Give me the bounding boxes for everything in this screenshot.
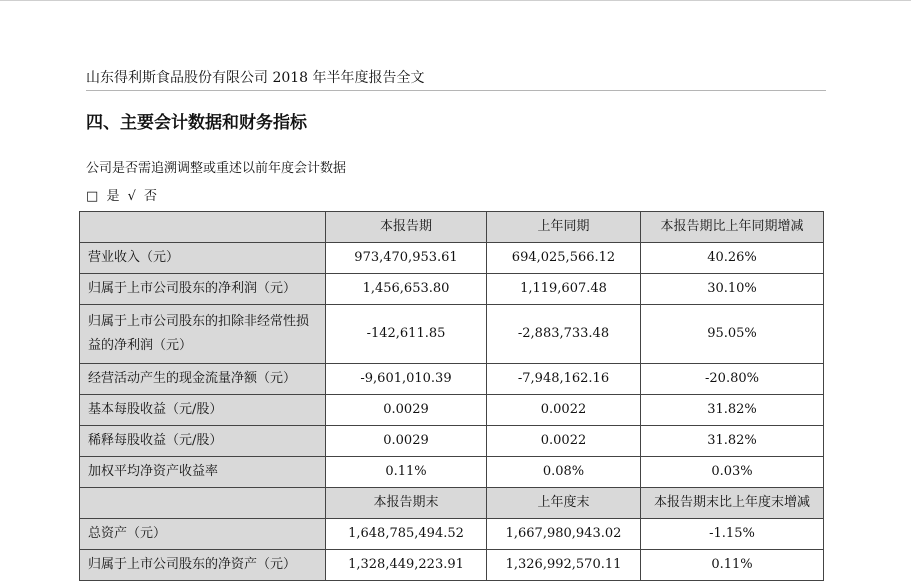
- table-row: [80, 364, 824, 395]
- yes-label: 是: [106, 189, 120, 204]
- prior-value: 0.0022: [487, 395, 641, 426]
- prior-value: -7,948,162.16: [487, 364, 641, 395]
- yes-checkbox: □: [86, 189, 99, 204]
- row-label: 加权平均净资产收益率: [80, 457, 326, 488]
- prior-value: 0.08%: [487, 457, 641, 488]
- restatement-question: 公司是否需追溯调整或重述以前年度会计数据: [86, 161, 347, 176]
- current-value: 973,470,953.61: [326, 243, 487, 274]
- prior-value: 1,326,992,570.11: [487, 550, 641, 581]
- header-change: 本报告期比上年同期增减: [641, 212, 824, 243]
- current-value: -9,601,010.39: [326, 364, 487, 395]
- row-label: 稀释每股收益（元/股）: [80, 426, 326, 457]
- page-top-edge: [0, 0, 911, 5]
- table-row: [80, 426, 824, 457]
- table-row: [80, 457, 824, 488]
- prior-value: 0.0022: [487, 426, 641, 457]
- current-value: 0.0029: [326, 426, 487, 457]
- change-value: 40.26%: [641, 243, 824, 274]
- header-prior-period: 上年同期: [487, 212, 641, 243]
- current-value: 1,328,449,223.91: [326, 550, 487, 581]
- prior-value: 1,119,607.48: [487, 274, 641, 305]
- table-row: [80, 274, 824, 305]
- row-label: 经营活动产生的现金流量净额（元）: [80, 364, 326, 395]
- row-label: 营业收入（元）: [80, 243, 326, 274]
- change-value: 95.05%: [641, 305, 824, 364]
- table-subheader-row: [80, 488, 824, 519]
- subheader-blank-cell: [80, 488, 326, 519]
- table-row: [80, 305, 824, 364]
- header-change-period-end: 本报告期末比上年度末增减: [641, 488, 824, 519]
- table-row: [80, 550, 824, 581]
- section-title: 四、主要会计数据和财务指标: [86, 113, 307, 133]
- prior-value: 694,025,566.12: [487, 243, 641, 274]
- row-label: 归属于上市公司股东的扣除非经常性损益的净利润（元）: [80, 305, 326, 364]
- change-value: -20.80%: [641, 364, 824, 395]
- change-value: 0.11%: [641, 550, 824, 581]
- table-header-row: [80, 212, 824, 243]
- current-value: 0.11%: [326, 457, 487, 488]
- restatement-options: [86, 186, 161, 208]
- financial-indicators-table: [79, 211, 824, 581]
- no-checkmark: √: [127, 189, 136, 204]
- document-header: 山东得利斯食品股份有限公司 2018 年半年度报告全文: [86, 66, 826, 91]
- row-label: 归属于上市公司股东的净资产（元）: [80, 550, 326, 581]
- current-value: 0.0029: [326, 395, 487, 426]
- table-row: [80, 519, 824, 550]
- current-value: 1,456,653.80: [326, 274, 487, 305]
- current-value: 1,648,785,494.52: [326, 519, 487, 550]
- current-value: -142,611.85: [326, 305, 487, 364]
- change-value: 0.03%: [641, 457, 824, 488]
- header-period-end: 本报告期末: [326, 488, 487, 519]
- header-current-period: 本报告期: [326, 212, 487, 243]
- row-label: 归属于上市公司股东的净利润（元）: [80, 274, 326, 305]
- no-label: 否: [144, 189, 158, 204]
- change-value: 30.10%: [641, 274, 824, 305]
- change-value: 31.82%: [641, 426, 824, 457]
- row-label: 基本每股收益（元/股）: [80, 395, 326, 426]
- table-row: [80, 395, 824, 426]
- header-blank-cell: [80, 212, 326, 243]
- table-row: [80, 243, 824, 274]
- prior-value: 1,667,980,943.02: [487, 519, 641, 550]
- row-label: 总资产（元）: [80, 519, 326, 550]
- prior-value: -2,883,733.48: [487, 305, 641, 364]
- header-prior-year-end: 上年度末: [487, 488, 641, 519]
- change-value: -1.15%: [641, 519, 824, 550]
- change-value: 31.82%: [641, 395, 824, 426]
